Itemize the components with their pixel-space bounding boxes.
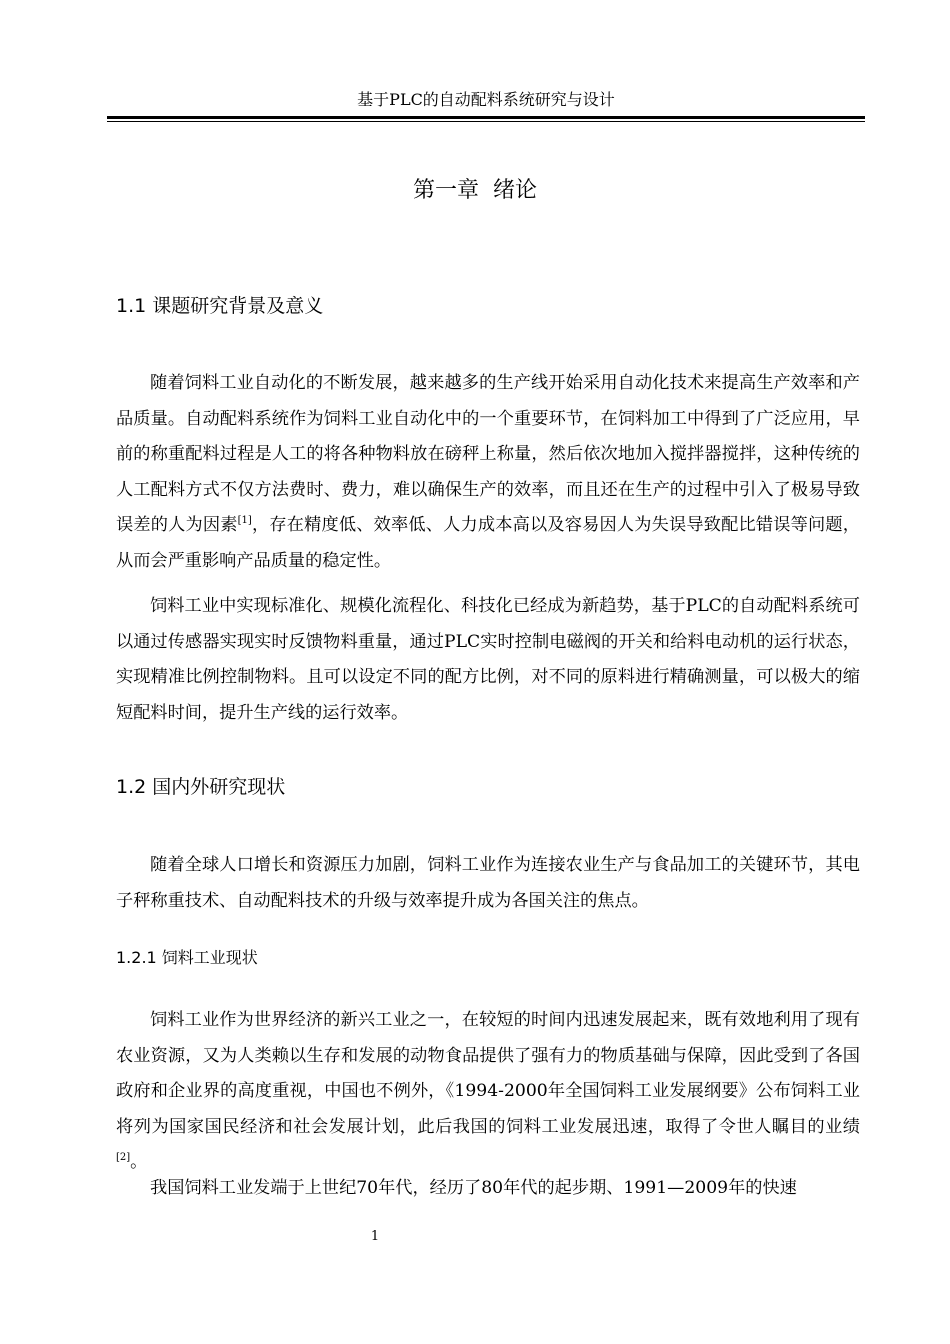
paragraph-background-1 — [116, 366, 860, 580]
header-rule-thin — [107, 121, 865, 122]
running-header: 基于PLC的自动配料系统研究与设计 — [357, 90, 615, 109]
paragraph-text: 饲料工业作为世界经济的新兴工业之一，在较短的时间内迅速发展起来，既有效地利用了现有农业资源，又为人类赖以生存和发展的动物食品提供了强有力的物质基础与保障，因此受到了各国政府和企业界的高度重视，中国也不例外，《1994-2000年全国饲料工业发展纲要》公布饲料工业将列为国家国民经济和社会发展计划，此后我国的饲料工业发展迅速，取得了令世人瞩目的业绩 — [116, 1010, 860, 1137]
paragraph-text: 随着饲料工业自动化的不断发展，越来越多的生产线开始采用自动化技术来提高生产效率和产品质量。自动配料系统作为饲料工业自动化中的一个重要环节，在饲料加工中得到了广泛应用，早前的称重配料过程是人工的将各种物料放在磅秤上称量，然后依次地加入搅拌器搅拌，这种传统的人工配料方式不仅方法费时、费力，难以确保生产的效率，而且还在生产的过程中引入了极易导致误差的人为因素 — [116, 373, 860, 536]
citation-ref-1: [1] — [237, 515, 252, 527]
paragraph-text: 。 — [130, 1152, 148, 1173]
page-number: 1 — [370, 1229, 380, 1244]
paragraph-feed-industry-2: 我国饲料工业发端于上世纪70年代，经历了80年代的起步期、1991—2009年的快速 — [150, 1178, 797, 1198]
paragraph-background-2: 饲料工业中实现标准化、规模化流程化、科技化已经成为新趋势，基于PLC的自动配料系统可以通过传感器实现实时反馈物料重量，通过PLC实时控制电磁阀的开关和给料电动机的运行状态，实现精准比例控制物料。且可以设定不同的配方比例，对不同的原料进行精确测量，可以极大的缩短配料时间，提升生产线的运行效率。 — [116, 596, 860, 723]
section-heading-1-2: 1.2 国内外研究现状 — [116, 776, 286, 798]
section-heading-1-1: 1.1 课题研究背景及意义 — [116, 295, 324, 317]
citation-ref-2: [2] — [116, 1152, 131, 1164]
paragraph-research-status: 随着全球人口增长和资源压力加剧，饲料工业作为连接农业生产与食品加工的关键环节，其电子秤称重技术、自动配料技术的升级与效率提升成为各国关注的焦点。 — [116, 855, 860, 911]
subsection-heading-1-2-1: 1.2.1 饲料工业现状 — [116, 948, 258, 967]
header-rule-thick — [107, 116, 865, 119]
paragraph-text: ，存在精度低、效率低、人力成本高以及容易因人为失误导致配比错误等问题，从而会严重影响产品质量的稳定性。 — [116, 515, 860, 571]
paragraph-feed-industry-1 — [116, 1003, 860, 1181]
chapter-title: 第一章 绪论 — [413, 178, 537, 203]
